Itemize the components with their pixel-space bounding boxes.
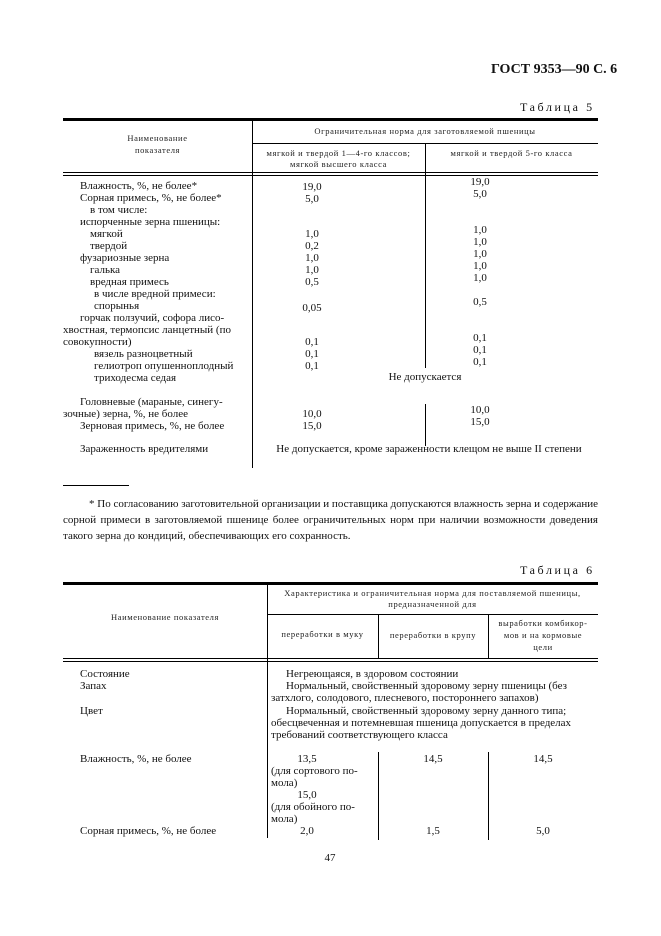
cell-value: 1,0 — [305, 264, 319, 276]
table6-caption: Таблица 6 — [520, 563, 595, 577]
table5-subheader-1-line1: мягкой и твердой 1—4-го классов; — [266, 148, 411, 158]
row-name: Состояние — [80, 668, 130, 680]
merged-cell: затхлого, солодового, плесневого, постороннего запахов) — [271, 692, 539, 704]
cell-value: 19,0 — [302, 181, 322, 193]
row-name: Зерновая примесь, %, не более — [80, 420, 225, 432]
table5-group-header: Ограничительная норма для заготовляемой пшеницы — [314, 126, 536, 136]
merged-cell: требований соответствующего класса — [271, 729, 448, 741]
cell-value: (для сортового по- — [271, 765, 358, 777]
cell-value: 0,5 — [473, 296, 487, 308]
row-name: твердой — [90, 240, 128, 252]
table5-subheader-1-line2: мягкой высшего класса — [289, 159, 388, 169]
table5-header-rule-a — [63, 172, 598, 173]
table6-header-rule-a — [63, 658, 598, 659]
cell-value: 0,1 — [473, 356, 487, 368]
merged-cell: Не допускается — [388, 371, 462, 383]
cell-value: 1,0 — [305, 252, 319, 264]
cell-value: 0,1 — [305, 360, 319, 372]
row-name: горчак ползучий, софора лисо- — [80, 312, 225, 324]
row-name: в числе вредной примеси: — [94, 288, 216, 300]
row-name: Сорная примесь, %, не более — [80, 825, 217, 837]
row-name: Запах — [80, 680, 107, 692]
cell-value: 1,0 — [473, 272, 487, 284]
row-name: зочные) зерна, %, не более — [63, 408, 188, 420]
row-name: галька — [90, 264, 121, 276]
footnote-rule — [63, 485, 129, 486]
document-reference: ГОСТ 9353—90 С. 6 — [491, 62, 618, 77]
page-number: 47 — [324, 852, 336, 864]
footnote-text: * По согласованию заготовительной организации и поставщика допускаются влажность зерна и содержание сорной примеси в заготовляемой пшенице более ограничительных норм при наличии возможности доведения такого зерна до кондиций, обеспечивающих его сохранность. — [63, 498, 598, 542]
table5-col-name-header-line1: Наименование — [127, 133, 188, 143]
cell-value: 19,0 — [470, 176, 490, 188]
row-name: фузариозные зерна — [80, 252, 170, 264]
cell-value: 1,0 — [473, 224, 487, 236]
cell-value: 0,1 — [473, 344, 487, 356]
cell-value: 14,5 — [533, 753, 553, 765]
row-name: испорченные зерна пшеницы: — [80, 216, 221, 228]
row-name: Зараженность вредителями — [80, 443, 209, 455]
row-name: хвостная, термопсис ланцетный (по — [63, 324, 231, 336]
cell-value: 10,0 — [470, 404, 490, 416]
cell-value: 1,0 — [473, 260, 487, 272]
row-name: гелиотроп опушенноплодный — [94, 360, 234, 372]
cell-value: 5,0 — [473, 188, 487, 200]
table6-group-header-line2: предназначенной для — [388, 599, 477, 609]
cell-value: 13,5 — [297, 753, 317, 765]
cell-value: 15,0 — [297, 789, 317, 801]
merged-cell: обесцвеченная и потемневшая пшеница допускается в пределах — [271, 717, 572, 729]
table6-group-header-line1: Характеристика и ограничительная норма для поставляемой пшеницы, — [284, 588, 581, 598]
table6-subheader-2: переработки в крупу — [389, 630, 477, 640]
cell-value: мола) — [271, 777, 298, 789]
merged-cell: Негреющаяся, в здоровом состоянии — [286, 668, 459, 680]
table6-col-name-header: Наименование показателя — [110, 612, 219, 622]
row-name: Цвет — [80, 705, 103, 717]
row-name: спорынья — [94, 300, 140, 312]
cell-value: 1,0 — [305, 228, 319, 240]
cell-value: 14,5 — [423, 753, 443, 765]
table5-top-rule — [63, 118, 598, 121]
merged-cell: Нормальный, свойственный здоровому зерну данного типа; — [286, 705, 567, 717]
cell-value: 1,5 — [426, 825, 440, 837]
table5-caption: Таблица 5 — [520, 100, 595, 114]
cell-value: 1,0 — [473, 236, 487, 248]
merged-cell: Нормальный, свойственный здоровому зерну пшеницы (без — [286, 680, 567, 692]
cell-value: 0,1 — [473, 332, 487, 344]
table5-col-name-header-line2: показателя — [134, 145, 181, 155]
merged-cell: Не допускается, кроме зараженности клещом не выше II степени — [276, 443, 582, 455]
cell-value: 15,0 — [302, 420, 322, 432]
table6-subheader-1: переработки в муку — [281, 629, 364, 639]
row-name: совокупности) — [63, 336, 132, 348]
row-name: вязель разноцветный — [94, 348, 193, 360]
cell-value: 10,0 — [302, 408, 322, 420]
cell-value: 2,0 — [300, 825, 314, 837]
cell-value: 15,0 — [470, 416, 490, 428]
cell-value: 5,0 — [305, 193, 319, 205]
table6-subheader-3-line1: выработки комбикор- — [498, 618, 588, 628]
cell-value: 0,5 — [305, 276, 319, 288]
table5-subheader-2: мягкой и твердой 5-го класса — [450, 148, 573, 158]
table6-subheader-3-line3: цели — [533, 642, 553, 652]
row-name: Влажность, %, не более* — [80, 180, 198, 192]
row-name: триходесма седая — [94, 372, 177, 384]
row-name: Сорная примесь, %, не более* — [80, 192, 222, 204]
cell-value: 0,2 — [305, 240, 319, 252]
cell-value: 5,0 — [536, 825, 550, 837]
cell-value: 0,1 — [305, 336, 319, 348]
row-name: Головневые (мараные, синегу- — [80, 396, 223, 408]
table6-subheader-3-line2: мов и на кормовые — [503, 630, 583, 640]
cell-value: 0,05 — [302, 302, 322, 314]
cell-value: 1,0 — [473, 248, 487, 260]
table6-header-rule-b — [63, 661, 598, 662]
cell-value: (для обойного по- — [271, 801, 355, 813]
table6-top-rule — [63, 582, 598, 585]
row-name: мягкой — [90, 228, 123, 240]
cell-value: мола) — [271, 813, 298, 825]
row-name: вредная примесь — [90, 276, 169, 288]
row-name: в том числе: — [90, 204, 148, 216]
cell-value: 0,1 — [305, 348, 319, 360]
table6-subheader-rule — [267, 614, 598, 615]
row-name: Влажность, %, не более — [80, 753, 192, 765]
